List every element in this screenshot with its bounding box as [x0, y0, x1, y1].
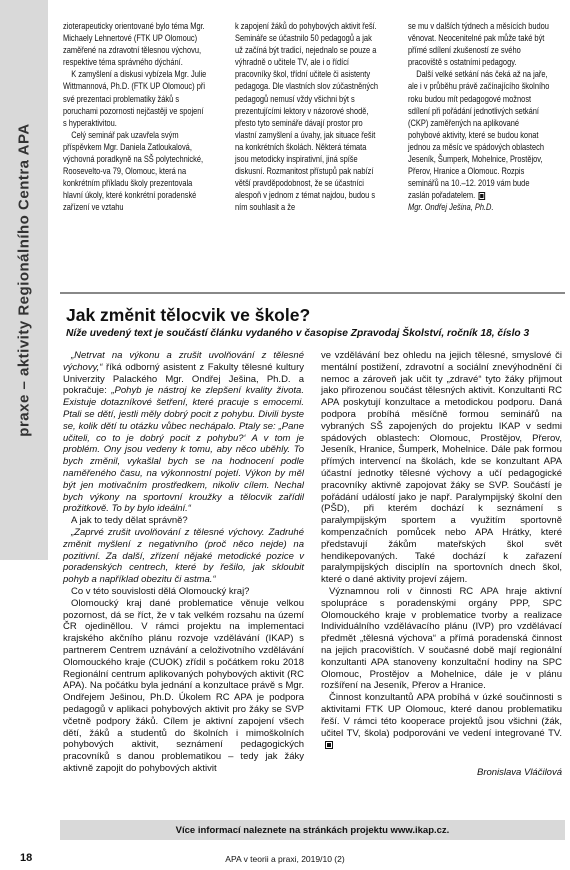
quote-text: „Netrvat na výkonu a zrušit uvolňování z tělesné výchovy,“	[63, 350, 304, 373]
article-subtitle: Níže uvedený text je součástí článku vydaného v časopise Zpravodaj Školství, ročník 18, číslo 3	[66, 328, 530, 339]
article-body	[63, 350, 563, 790]
top-column-3	[408, 20, 552, 282]
paragraph: ve vzdělávání bez ohledu na jejich tělesné, smyslové či mentální postižení, zdravotní a sociální znevýhodnění či nemoc a zároveň jak učit ty „zdravé“ tyto žáky přijmout jako přirozenou součást tělesných aktivit. Konzultanti RC APA poskytují konzultace a metodickou podporu. Daná podpora probíhá měsíčně formou seminářů na vybraných SŠ zapojených do projektu IKAP v sedmi spádových oblastech: Olomouc, Prostějov, Přerov, Jeseník, Hranice, Šumperk, Mohelnice. Dále pak formou přímých intervencí na školách, kde se konzultant APA účastní jednotky tělesné výchovy a učí pedagogické pracovníky aktivně zapojovat žáky se SVP. Součástí je pořádání událostí jako je např. Paralympijský školní den (PŠD), při kterém dochází k seznámení s paralympijským sportem a využitím sportovně kompenzačních pomůcek nebo APA Hrátky, které představují žákům mateřských škol svět hendikepovaných. Také dochází k zařazení paralympijských disciplín na sportovních dnech škol, které o dané aktivity projeví zájem.	[321, 350, 562, 586]
top-column-2	[235, 20, 379, 282]
paragraph-text: Činnost konzultantů APA probíhá v úzké součinnosti s aktivitami FTK UP Olomouc, které danou problematiku řeší. V rámci této kooperace projektů jsou všichni (žák, učitel TV, škola) podporováni ve vedení integrované TV.	[321, 692, 562, 739]
paragraph: Olomoucký kraj dané problematice věnuje velkou pozornost, dá se říct, že v tak velkém rozsahu na území ČR ojediněllou. V rámci projektu na implementaci krajského akčního plánu rozvoje vzdělávání (IKAP) s partnerem Centrem uznávání a celoživotního vzdělávání Olomouckého kraje (CUOK) zřídil s počátkem roku 2018 Regionální centrum aplikovaných pohybových aktivit (RC APA). Na počátku byla jednání a konzultace právě s Mgr. Ondřejem Ješinou, Ph.D. Úkolem RC APA je podpora pedagogů v aplikaci pohybových aktivit pro žáky se SVP včetně podpory žáků. Cílem je aktivní zapojení všech dětí, žáků a studentů do školních i mimoškolních pohybových aktivit, seznámení pedagogických pracovníků s danou problematikou – tedy jak žáky aktivně zapojit do pohybových aktivit	[63, 597, 304, 774]
quote-text: „Pohyb je nástroj ke zlepšení kvality života. Existuje dotazníkové šetření, které pracuje s emocemi. Ptali se dětí, jestli měly dobrý pocit z pohybu. Divili byste se, kolik dětí tu otázku vůbec nechápalo. Ptaly se: „Pane učiteli, co to je dobrý pocit z pohybu?‘ A v tom je problém. Ony jsou vedeny k tomu, aby něco uběhly. To bych změnil, vykašlal bych se na hodnocení podle naměřeného času, na výkonnostní pojetí. Výkon by měl být jen motivačním prostředkem, nikoliv cílem. Nechal bych výkony na sportovní kroužky a tělocvik zařídil prožitkově. To by bylo ideální.“	[63, 385, 304, 515]
paragraph-text: Další velké setkání nás čeká až na jaře, ale i v průběhu právě začínajícího školního roku budou mít pedagogové možnost sdílení při pořádání jednotlivých setkání (CKP) zaměřených na aplikované pohybové aktivity, které se budou konat jednou za měsíc ve spádových oblastech Jeseník, Šumperk, Mohelnice, Prostějov, Přerov, Hranice a Olomouc. Rozpis seminářů na 10.–12. 2019 vám bude zaslán pořadatelem.	[408, 69, 550, 201]
article-column-2	[321, 350, 562, 779]
section-label: praxe – aktivity Regionálního Centra APA	[15, 123, 33, 437]
author: Bronislava Vláčilová	[476, 767, 562, 779]
end-mark-icon	[325, 741, 333, 749]
paragraph: zioterapeuticky orientované bylo téma Mgr. Michaely Lehnertové (FTK UP Olomouc) zaměřené na zdravotní tělesnou výchovu, respektive téma správného dýchání.	[63, 21, 205, 68]
paragraph: k zapojení žáků do pohybových aktivit řeší. Semináře se účastnilo 50 pedagogů a jak už začíná být tradicí, nejednalo se pouze a výhradně o učitele TV, ale i o řídící pracovníky škol, třídní učitele či asistenty pedagoga. Dle vlastních slov zúčastněných pedagogů nemusí vždy všichni být s prezentujícími lektory v názorové shodě, přesto tyto semináře dávají prostor pro vlastní zamyšlení a úvahy, jak situace řešit na konkrétních školách. Některá témata jsou metodicky inspirativní, jiná spíše diskusní. Rozmanitost přístupů pak nabízí větší pravděpodobnost, že se účastníci alespoň v jednom z témat najdou, budou s ním souhlasit a že	[235, 21, 379, 213]
signature: Mgr. Ondřej Ješina, Ph.D.	[408, 202, 494, 213]
journal-info: APA v teorii a praxi, 2019/10 (2)	[225, 854, 345, 864]
paragraph-with-endmark	[321, 692, 562, 751]
end-mark-icon	[478, 192, 485, 200]
question: A jak to tedy dělat správně?	[71, 515, 188, 527]
article-column-1	[63, 350, 304, 775]
section-divider	[60, 292, 565, 294]
page-number: 18	[20, 852, 33, 864]
paragraph	[63, 350, 304, 515]
paragraph: se mu v dalších týdnech a měsících budou věnovat. Neocenitelné pak může také být přímé sdílení zkušeností ze svého pracoviště s ostatními pedagogy.	[408, 21, 549, 68]
paragraph: K zamyšlení a diskusi vybízela Mgr. Julie Wittmannová, Ph.D. (FTK UP Olomouc) při své prezentaci problematiky žáků s poruchami pozornosti nejčastěji ve spojení s hyperaktivitou.	[63, 69, 207, 128]
paragraph-with-endmark	[408, 68, 552, 201]
paragraph: Významnou roli v činnosti RC APA hraje aktivní spolupráce s poradenskými orgány PPP, SPC Olomouckého kraje v problematice tvorby a realizace Individuálního vzdělávacího plánu (IVP) pro vzdělávací předmět „tělesná výchova“ a přímá poradenská činnost na jejich pracovištích. V současné době mají regionální konzultanti APA stanoveny konzultační hodiny na SPC Olomouc, Prostějov a Mohelnice, dále je v plánu rozšíření na Jeseník, Přerov a Hranice.	[321, 585, 562, 692]
footer-band	[60, 820, 565, 840]
paragraph: Celý seminář pak uzavřela svým příspěvkem Mgr. Daniela Zatloukalová, výchovná poradkyně na SŠ polytechnické, Roosevelto-va 79, Olomouc, která na konkrétním příkladu školy prezentovala hlavní úkoly, které konkrétní poradenské zařízení ve vztahu	[63, 129, 204, 213]
paragraph-text: říká odborný asistent z Fakulty tělesné kultury Univerzity Palackého Mgr. Ondřej Ješina, Ph.D. a pokračuje:	[63, 361, 304, 397]
article-title: Jak změnit tělocvik ve škole?	[66, 305, 311, 325]
quote-paragraph: „Zaprvé zrušit uvolňování z tělesné výchovy. Zadruhé změnit myšlení z negativního (proč něco nejde) na pozitivní. Za další, zřízení nějaké metodické pozice v poradenských centrech, které by řešilo, jak skloubit pohyb a například obezitu či astma.“	[63, 526, 304, 586]
top-column-1	[63, 20, 207, 282]
question: Co v této souvislosti dělá Olomoucký kraj?	[71, 585, 250, 597]
section-sidebar	[0, 0, 48, 560]
top-section	[63, 20, 563, 282]
footer-link-text: Více informací naleznete na stránkách projektu www.ikap.cz.	[175, 824, 450, 836]
